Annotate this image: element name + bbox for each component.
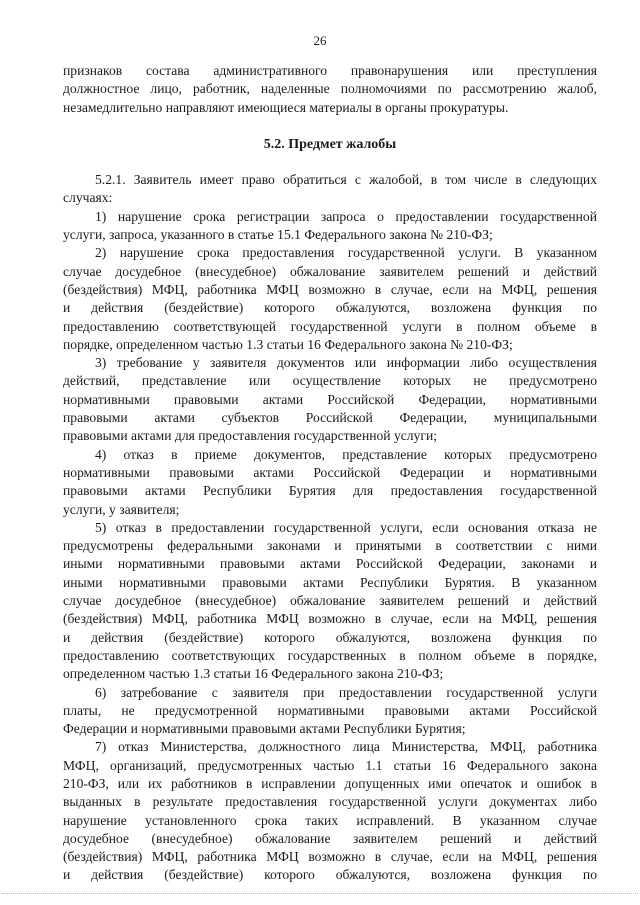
- text-line: услуги, у заявителя;: [63, 501, 180, 517]
- text-line: нарушение установленного срока таких исправлений. В указанном случае: [63, 812, 597, 828]
- text-line: правовыми актами субъектов Российской Федерации, муниципальными: [63, 410, 597, 426]
- intro-paragraph: [63, 62, 597, 117]
- text-line: порядке, определенном частью 1.3 статьи 16 Федерального закона № 210-ФЗ;: [63, 336, 513, 352]
- text-line: и действия (бездействие) которого обжалуются, возложена функция по: [63, 300, 597, 316]
- text-line: правовыми актами Республики Бурятия для предоставления государственной: [63, 483, 597, 499]
- text-line: 7) отказ Министерства, должностного лица Министерства, МФЦ, работника: [95, 739, 597, 755]
- text-line: правовыми актами для предоставления государственной услуги;: [63, 428, 438, 444]
- text-line: платы, не предусмотренной нормативными правовыми актами Российской: [63, 702, 597, 718]
- text-line: услуги, запроса, указанного в статье 15.1 Федерального закона № 210-ФЗ;: [63, 227, 493, 243]
- text-line: 210-ФЗ, или их работников в исправлении допущенных ими опечаток и ошибок в: [63, 775, 597, 791]
- section-paragraphs: [63, 171, 597, 885]
- text-line: 6) затребование с заявителя при предоставлении государственной услуги: [95, 684, 597, 700]
- page-number: 26: [313, 33, 327, 48]
- text-line: предоставлению соответствующей государственной услуги в полном объеме в: [63, 318, 597, 334]
- paragraph-item: [63, 171, 597, 208]
- section-title: 5.2. Предмет жалобы: [263, 136, 397, 152]
- paragraph-item: [63, 354, 597, 445]
- paragraph-item: [63, 519, 597, 684]
- text-line: 5) отказ в предоставлении государственной услуги, если основания отказа не: [95, 519, 597, 535]
- text-line: нормативными правовыми актами Российской Федерации и нормативными: [63, 464, 597, 480]
- text-line: и действия (бездействие) которого обжалуются, возложена функция по: [63, 867, 597, 883]
- text-line: определенном частью 1.3 статьи 16 Федерального закона 210-ФЗ;: [63, 666, 444, 682]
- text-line: выданных в результате предоставления государственной услуги документах либо: [63, 794, 597, 810]
- paragraph-item: [63, 738, 597, 884]
- text-line: иными нормативными правовыми актами Республики Бурятия. В указанном: [63, 574, 597, 590]
- text-line: 4) отказ в приеме документов, представление которых предусмотрено: [95, 446, 597, 462]
- text-line: предусмотрены федеральными законами и принятыми в соответствии с ними: [63, 538, 597, 554]
- paragraph-item: [63, 684, 597, 739]
- text-line: 2) нарушение срока предоставления государственной услуги. В указанном: [95, 245, 597, 261]
- text-line: иными нормативными правовыми актами Российской Федерации, законами и: [63, 556, 597, 572]
- text-line: признаков состава административного правонарушения или преступления: [63, 63, 597, 78]
- text-line: действий, представление или осуществление которых не предусмотрено: [63, 373, 597, 389]
- text-line: должностное лицо, работник, наделенные полномочиями по рассмотрению жалоб,: [63, 81, 597, 97]
- text-line: предоставлению соответствующих государственных в полном объеме в порядке,: [63, 647, 597, 663]
- document-body: [63, 62, 597, 885]
- text-line: 3) требование у заявителя документов или информации либо осуществления: [95, 355, 597, 371]
- text-line: случае досудебное (внесудебное) обжалование заявителем решений и действий: [63, 263, 597, 279]
- text-line: досудебное (внесудебное) обжалование заявителем решений и действий: [63, 830, 597, 846]
- scan-edge-line: [2, 893, 638, 894]
- text-line: и действия (бездействие) которого обжалуются, возложена функция по: [63, 629, 597, 645]
- text-line: нормативными правовыми актами Российской Федерации, нормативными: [63, 391, 597, 407]
- text-line: (бездействия) МФЦ, работника МФЦ возможно в случае, если на МФЦ, решения: [63, 611, 597, 627]
- text-line: Федерации и нормативными правовыми актами Республики Бурятия;: [63, 721, 466, 737]
- paragraph-item: [63, 244, 597, 354]
- text-line: МФЦ, организаций, предусмотренных частью 1.1 статьи 16 Федерального закона: [63, 757, 597, 773]
- text-line: случаях:: [63, 190, 113, 206]
- text-line: 1) нарушение срока регистрации запроса о предоставлении государственной: [95, 208, 597, 224]
- text-line: незамедлительно направляют имеющиеся материалы в органы прокуратуры.: [63, 99, 509, 115]
- paragraph-item: [63, 208, 597, 245]
- text-line: 5.2.1. Заявитель имеет право обратиться с жалобой, в том числе в следующих: [95, 172, 597, 188]
- text-line: (бездействия) МФЦ, работника МФЦ возможно в случае, если на МФЦ, решения: [63, 281, 597, 297]
- text-line: случае досудебное (внесудебное) обжалование заявителем решений и действий: [63, 593, 597, 609]
- paragraph-item: [63, 446, 597, 519]
- text-line: (бездействия) МФЦ, работника МФЦ возможно в случае, если на МФЦ, решения: [63, 849, 597, 865]
